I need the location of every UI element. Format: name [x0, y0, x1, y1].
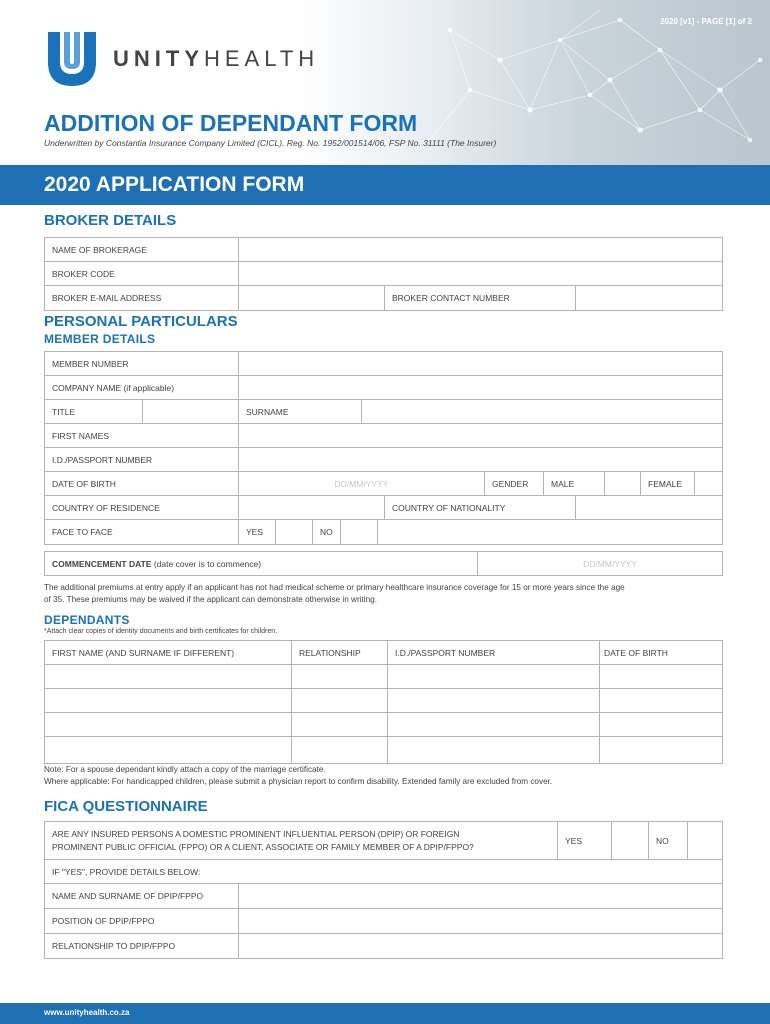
face-to-face-no-label: NO [313, 520, 341, 544]
dependant-3-dob[interactable] [600, 713, 722, 737]
surname-label: SURNAME [239, 400, 362, 424]
dependant-2-name[interactable] [45, 689, 292, 713]
commencement-date-label-rest: (date cover is to commence) [151, 559, 262, 569]
dependants-col-id: I.D./PASSPORT NUMBER [388, 641, 600, 665]
dpip-relationship-field[interactable] [239, 934, 722, 958]
female-checkbox[interactable] [695, 472, 722, 496]
fica-yes-label: YES [558, 822, 612, 860]
personal-particulars-title: PERSONAL PARTICULARS [44, 313, 238, 330]
member-number-label: MEMBER NUMBER [45, 352, 239, 376]
fica-if-yes-label: IF "YES", PROVIDE DETAILS BELOW: [45, 860, 722, 884]
country-nationality-field[interactable] [576, 496, 722, 520]
brand-name-light: HEALTH [204, 46, 320, 71]
dependant-3-relationship[interactable] [292, 713, 388, 737]
surname-field[interactable] [362, 400, 722, 424]
gender-label: GENDER [485, 472, 544, 496]
member-details-title: MEMBER DETAILS [44, 332, 156, 346]
broker-contact-field[interactable] [576, 286, 722, 310]
broker-code-field[interactable] [239, 262, 722, 286]
dpip-position-field[interactable] [239, 909, 722, 934]
dpip-relationship-label: RELATIONSHIP TO DPIP/FPPO [45, 934, 239, 958]
member-number-field[interactable] [239, 352, 722, 376]
country-nationality-label: COUNTRY OF NATIONALITY [385, 496, 576, 520]
fica-yes-checkbox[interactable] [612, 822, 649, 860]
commencement-date-label-bold: COMMENCEMENT DATE [52, 559, 152, 569]
dependant-4-name[interactable] [45, 737, 292, 763]
date-of-birth-label: DATE OF BIRTH [45, 472, 239, 496]
fica-question-line-2: PROMINENT PUBLIC OFFICIAL (FPPO) OR A CLIENT, ASSOCIATE OR FAMILY MEMBER OF A DPIP/FPPO? [52, 841, 474, 852]
dependant-2-relationship[interactable] [292, 689, 388, 713]
male-label: MALE [544, 472, 605, 496]
dpip-position-label: POSITION OF DPIP/FPPO [45, 909, 239, 934]
name-of-brokerage-label: NAME OF BROKERAGE [45, 238, 239, 262]
dependant-3-id[interactable] [388, 713, 600, 737]
dependants-table [44, 640, 723, 764]
dpip-name-label: NAME AND SURNAME OF DPIP/FPPO [45, 884, 239, 909]
dependant-2-id[interactable] [388, 689, 600, 713]
country-residence-field[interactable] [239, 496, 385, 520]
name-of-brokerage-field[interactable] [239, 238, 722, 262]
title-field[interactable] [143, 400, 239, 424]
fica-title: FICA QUESTIONNAIRE [44, 798, 208, 815]
id-passport-field[interactable] [239, 448, 722, 472]
dependant-1-relationship[interactable] [292, 665, 388, 689]
premium-note [44, 582, 734, 606]
footer-bar [0, 1003, 770, 1024]
broker-contact-label: BROKER CONTACT NUMBER [385, 286, 576, 310]
dependant-3-name[interactable] [45, 713, 292, 737]
dependants-note-line-2: Where applicable: For handicapped children, please submit a physician report to confirm disability. Extended family are excluded from cover. [44, 776, 553, 786]
dependant-2-dob[interactable] [600, 689, 722, 713]
broker-details-table [44, 237, 723, 311]
dependant-1-dob[interactable] [600, 665, 722, 689]
dependants-attach-note: *Attach clear copies of identity documents and birth certificates for children. [44, 628, 278, 635]
date-of-birth-field[interactable]: DD/MM/YYYY [239, 472, 485, 496]
dependant-1-id[interactable] [388, 665, 600, 689]
fica-no-label: NO [649, 822, 688, 860]
male-checkbox[interactable] [605, 472, 641, 496]
face-to-face-no-checkbox[interactable] [341, 520, 378, 544]
broker-details-title: BROKER DETAILS [44, 212, 177, 229]
dependant-4-id[interactable] [388, 737, 600, 763]
unityhealth-logo-icon [44, 28, 100, 88]
member-details-table [44, 351, 723, 545]
brand-name [113, 46, 319, 72]
brand-name-bold: UNITY [113, 46, 204, 71]
commencement-date-field[interactable]: DD/MM/YYYY [583, 559, 637, 569]
title-label: TITLE [45, 400, 143, 424]
dependants-note-line-1: Note: For a spouse dependant kindly attach a copy of the marriage certificate. [44, 765, 326, 774]
dependants-col-dob: DATE OF BIRTH [600, 641, 722, 665]
broker-email-field[interactable] [239, 286, 385, 310]
fica-table [44, 821, 723, 959]
dependant-4-relationship[interactable] [292, 737, 388, 763]
dependants-col-name: FIRST NAME (AND SURNAME IF DIFFERENT) [45, 641, 292, 665]
dpip-name-field[interactable] [239, 884, 722, 909]
premium-note-line-2: of 35. These premiums may be waived if the applicant can demonstrate otherwise in writing. [44, 594, 377, 604]
id-passport-label: I.D./PASSPORT NUMBER [45, 448, 239, 472]
company-name-field[interactable] [239, 376, 722, 400]
face-to-face-yes-checkbox[interactable] [276, 520, 313, 544]
broker-code-label: BROKER CODE [45, 262, 239, 286]
fica-question [45, 822, 558, 860]
dependants-notes [44, 764, 734, 788]
female-label: FEMALE [641, 472, 695, 496]
application-title: 2020 APPLICATION FORM [44, 173, 305, 196]
broker-email-label: BROKER E-MAIL ADDRESS [45, 286, 239, 310]
underwritten-text: Underwritten by Constantia Insurance Company Limited (CICL), Reg. No. 1952/001514/06, FSP No. 31111 (The Insurer) [44, 138, 497, 148]
dependants-title: DEPENDANTS [44, 613, 130, 627]
fica-no-checkbox[interactable] [688, 822, 722, 860]
country-residence-label: COUNTRY OF RESIDENCE [45, 496, 239, 520]
company-name-label: COMPANY NAME (if applicable) [45, 376, 239, 400]
form-title: ADDITION OF DEPENDANT FORM [44, 110, 418, 136]
page-indicator: 2020 [v1] - PAGE [1] of 2 [660, 17, 752, 26]
premium-note-line-1: The additional premiums at entry apply if an applicant has not had medical scheme or primary healthcare insurance coverage for 15 or more years since the age [44, 583, 625, 592]
dependants-col-relationship: RELATIONSHIP [292, 641, 388, 665]
fica-question-line-1: ARE ANY INSURED PERSONS A DOMESTIC PROMINENT INFLUENTIAL PERSON (DPIP) OR FOREIGN [52, 829, 460, 839]
first-names-field[interactable] [239, 424, 722, 448]
footer-website-link[interactable]: www.unityhealth.co.za [44, 1008, 130, 1017]
first-names-label: FIRST NAMES [45, 424, 239, 448]
application-title-bar [0, 165, 770, 205]
dependant-1-name[interactable] [45, 665, 292, 689]
face-to-face-yes-label: YES [239, 520, 276, 544]
commencement-date-label [45, 552, 478, 575]
face-to-face-label: FACE TO FACE [45, 520, 239, 544]
commencement-date-row [44, 551, 723, 576]
dependant-4-dob[interactable] [600, 737, 722, 763]
